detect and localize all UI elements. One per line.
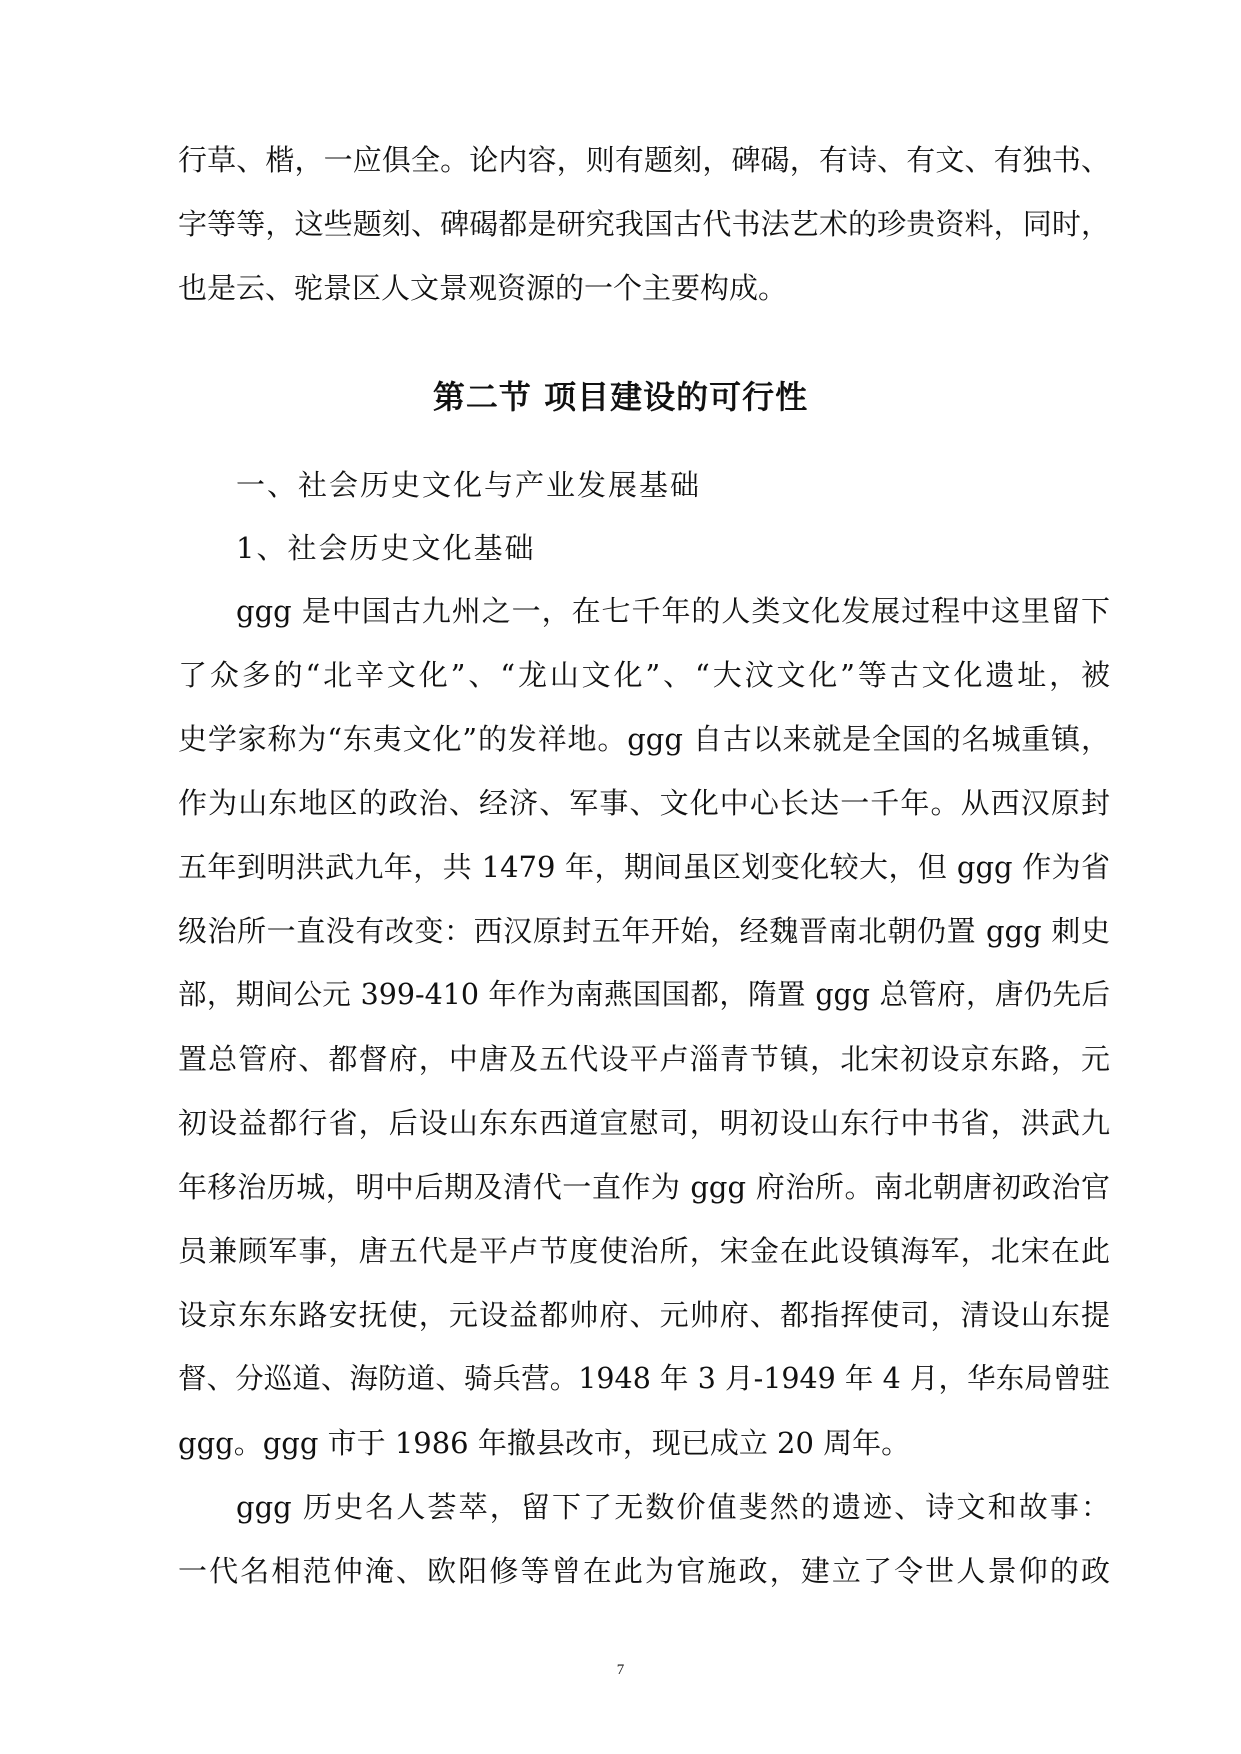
paragraph-line: 五年到明洪武九年，共 1479 年，期间虽区划变化较大，但 ggg 作为省 <box>178 850 1110 884</box>
subheading-level-2: 1、社会历史文化基础 <box>236 531 536 565</box>
paragraph-line: ggg 历史名人荟萃，留下了无数价值斐然的遗迹、诗文和故事： <box>236 1490 1110 1524</box>
paragraph-line: 设京东东路安抚使，元设益都帅府、元帅府、都指挥使司，清设山东提 <box>178 1298 1110 1332</box>
paragraph-line: 督、分巡道、海防道、骑兵营。1948 年 3 月-1949 年 4 月，华东局曾驻 <box>178 1362 1110 1395</box>
paragraph-line: 也是云、驼景区人文景观资源的一个主要构成。 <box>178 271 788 305</box>
paragraph-line: 年移治历城，明中后期及清代一直作为 ggg 府治所。南北朝唐初政治官 <box>178 1170 1110 1204</box>
paragraph-line: 作为山东地区的政治、经济、军事、文化中心长达一千年。从西汉原封 <box>178 786 1110 820</box>
paragraph-line: 级治所一直没有改变：西汉原封五年开始，经魏晋南北朝仍置 ggg 刺史 <box>178 914 1110 948</box>
paragraph-line: 字等等，这些题刻、碑碣都是研究我国古代书法艺术的珍贵资料，同时， <box>178 207 1110 241</box>
paragraph-line: 初设益都行省，后设山东东西道宣慰司，明初设山东行中书省，洪武九 <box>178 1106 1110 1140</box>
paragraph-line: 行草、楷，一应俱全。论内容，则有题刻，碑碣，有诗、有文、有独书、 <box>178 143 1110 177</box>
paragraph-continued <box>178 128 1110 320</box>
paragraph-history <box>178 579 1110 1475</box>
paragraph-people <box>178 1475 1110 1603</box>
paragraph-line: 了众多的“北辛文化”、“龙山文化”、“大汶文化”等古文化遗址，被 <box>178 658 1110 692</box>
paragraph-line: ggg。ggg 市于 1986 年撤县改市，现已成立 20 周年。 <box>178 1426 911 1460</box>
paragraph-line: ggg 是中国古九州之一，在七千年的人类文化发展过程中这里留下 <box>236 594 1110 628</box>
paragraph-line: 史学家称为“东夷文化”的发祥地。ggg 自古以来就是全国的名城重镇， <box>178 722 1110 756</box>
paragraph-line: 员兼顾军事，唐五代是平卢节度使治所，宋金在此设镇海军，北宋在此 <box>178 1234 1110 1268</box>
paragraph-line: 一代名相范仲淹、欧阳修等曾在此为官施政，建立了令世人景仰的政 <box>178 1554 1110 1588</box>
subheading-level-1: 一、社会历史文化与产业发展基础 <box>236 468 702 502</box>
paragraph-line: 部，期间公元 399-410 年作为南燕国国都，隋置 ggg 总管府，唐仍先后 <box>178 978 1110 1011</box>
page-number: 7 <box>616 1662 625 1678</box>
section-heading: 第二节 项目建设的可行性 <box>432 378 809 416</box>
paragraph-line: 置总管府、都督府，中唐及五代设平卢淄青节镇，北宋初设京东路，元 <box>178 1042 1110 1076</box>
